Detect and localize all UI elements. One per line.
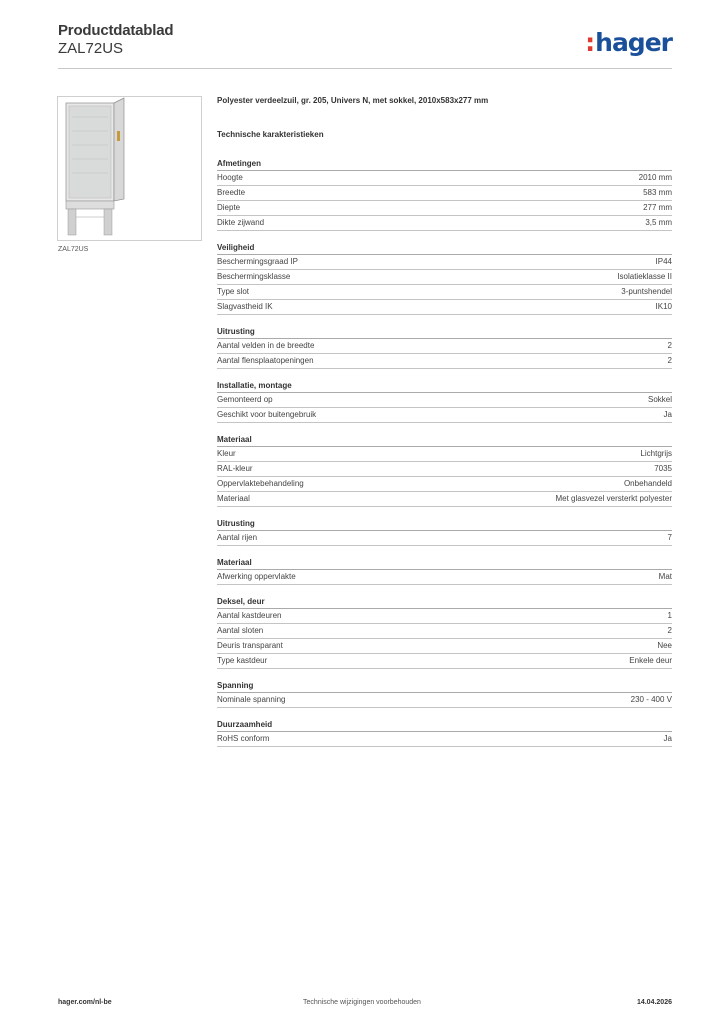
- spec-group-title: Materiaal: [217, 556, 672, 570]
- spec-value: 3,5 mm: [645, 218, 672, 227]
- page-title: Productdatablad: [58, 22, 174, 39]
- technical-characteristics-heading: Technische karakteristieken: [217, 130, 324, 139]
- spec-value: 1: [667, 611, 672, 620]
- spec-group-title: Duurzaamheid: [217, 718, 672, 732]
- spec-label: Beschermingsklasse: [217, 272, 291, 281]
- hager-logo: [585, 28, 672, 57]
- spec-row: [217, 393, 672, 408]
- spec-row: [217, 624, 672, 639]
- spec-label: RAL-kleur: [217, 464, 253, 473]
- spec-row: [217, 732, 672, 747]
- distribution-cabinet-image: [58, 97, 201, 240]
- spec-group: [217, 325, 672, 369]
- logo-text: hager: [595, 28, 672, 57]
- spec-label: Afwerking oppervlakte: [217, 572, 296, 581]
- spec-label: Hoogte: [217, 173, 243, 182]
- footer-website: hager.com/nl-be: [58, 999, 112, 1006]
- spec-value: IP44: [655, 257, 672, 266]
- spec-group-title: Materiaal: [217, 433, 672, 447]
- spec-label: Aantal sloten: [217, 626, 264, 635]
- spec-label: Materiaal: [217, 494, 250, 503]
- spec-row: [217, 693, 672, 708]
- spec-value: Mat: [658, 572, 672, 581]
- spec-label: Type kastdeur: [217, 656, 268, 665]
- spec-label: Oppervlaktebehandeling: [217, 479, 304, 488]
- spec-row: [217, 408, 672, 423]
- spec-row: [217, 186, 672, 201]
- spec-value: 7: [667, 533, 672, 542]
- spec-group: [217, 241, 672, 315]
- spec-value: 7035: [654, 464, 672, 473]
- spec-value: 2010 mm: [638, 173, 672, 182]
- spec-label: Kleur: [217, 449, 236, 458]
- spec-group: [217, 556, 672, 585]
- logo-dots-icon: :: [585, 28, 595, 57]
- footer-date: 14.04.2026: [636, 999, 672, 1006]
- spec-group: [217, 517, 672, 546]
- spec-groups: [217, 157, 672, 747]
- spec-value: 230 - 400 V: [630, 695, 672, 704]
- spec-group-title: Deksel, deur: [217, 595, 672, 609]
- spec-value: Ja: [663, 734, 672, 743]
- spec-label: Dikte zijwand: [217, 218, 265, 227]
- spec-label: Aantal flensplaatopeningen: [217, 356, 314, 365]
- spec-group: [217, 433, 672, 507]
- spec-row: [217, 171, 672, 186]
- spec-group: [217, 379, 672, 423]
- spec-group-title: Uitrusting: [217, 517, 672, 531]
- spec-label: Breedte: [217, 188, 246, 197]
- spec-row: [217, 255, 672, 270]
- product-description: Polyester verdeelzuil, gr. 205, Univers N, met sokkel, 2010x583x277 mm: [217, 96, 489, 105]
- spec-row: [217, 201, 672, 216]
- spec-row: [217, 300, 672, 315]
- spec-label: Aantal rijen: [217, 533, 258, 542]
- spec-group-title: Veiligheid: [217, 241, 672, 255]
- spec-group: [217, 157, 672, 231]
- spec-label: Diepte: [217, 203, 241, 212]
- spec-label: Nominale spanning: [217, 695, 286, 704]
- spec-value: 277 mm: [643, 203, 672, 212]
- spec-row: [217, 531, 672, 546]
- spec-value: Met glasvezel versterkt polyester: [555, 494, 672, 503]
- spec-group-title: Spanning: [217, 679, 672, 693]
- spec-group-title: Installatie, montage: [217, 379, 672, 393]
- spec-label: Aantal velden in de breedte: [217, 341, 315, 350]
- spec-value: IK10: [655, 302, 672, 311]
- spec-value: Nee: [657, 641, 672, 650]
- spec-group: [217, 595, 672, 669]
- spec-label: Slagvastheid IK: [217, 302, 273, 311]
- spec-row: [217, 639, 672, 654]
- spec-value: Ja: [663, 410, 672, 419]
- spec-value: Enkele deur: [629, 656, 672, 665]
- spec-row: [217, 462, 672, 477]
- spec-value: Sokkel: [647, 395, 672, 404]
- product-image: [57, 96, 202, 241]
- spec-row: [217, 339, 672, 354]
- spec-label: Aantal kastdeuren: [217, 611, 282, 620]
- spec-group: [217, 718, 672, 747]
- spec-value: 2: [667, 626, 672, 635]
- spec-label: Gemonteerd op: [217, 395, 273, 404]
- spec-value: 2: [667, 356, 672, 365]
- spec-row: [217, 354, 672, 369]
- spec-label: Type slot: [217, 287, 250, 296]
- spec-label: RoHS conform: [217, 734, 270, 743]
- product-code: ZAL72US: [58, 40, 124, 57]
- spec-row: [217, 447, 672, 462]
- spec-row: [217, 216, 672, 231]
- spec-value: Isolatieklasse II: [617, 272, 672, 281]
- header-divider: [58, 68, 672, 69]
- spec-value: 3-puntshendel: [621, 287, 672, 296]
- spec-row: [217, 492, 672, 507]
- spec-group-title: Afmetingen: [217, 157, 672, 171]
- spec-row: [217, 654, 672, 669]
- spec-label: Beschermingsgraad IP: [217, 257, 298, 266]
- spec-group: [217, 679, 672, 708]
- spec-value: 2: [667, 341, 672, 350]
- technical-data: [217, 96, 672, 757]
- image-caption: ZAL72US: [58, 246, 89, 253]
- footer-disclaimer: Technische wijzigingen voorbehouden: [303, 999, 421, 1006]
- spec-row: [217, 570, 672, 585]
- spec-label: Deuris transparant: [217, 641, 283, 650]
- spec-value: Onbehandeld: [623, 479, 672, 488]
- spec-row: [217, 270, 672, 285]
- spec-row: [217, 285, 672, 300]
- spec-value: 583 mm: [643, 188, 672, 197]
- spec-value: Lichtgrijs: [640, 449, 672, 458]
- spec-group-title: Uitrusting: [217, 325, 672, 339]
- spec-row: [217, 609, 672, 624]
- spec-label: Geschikt voor buitengebruik: [217, 410, 317, 419]
- spec-row: [217, 477, 672, 492]
